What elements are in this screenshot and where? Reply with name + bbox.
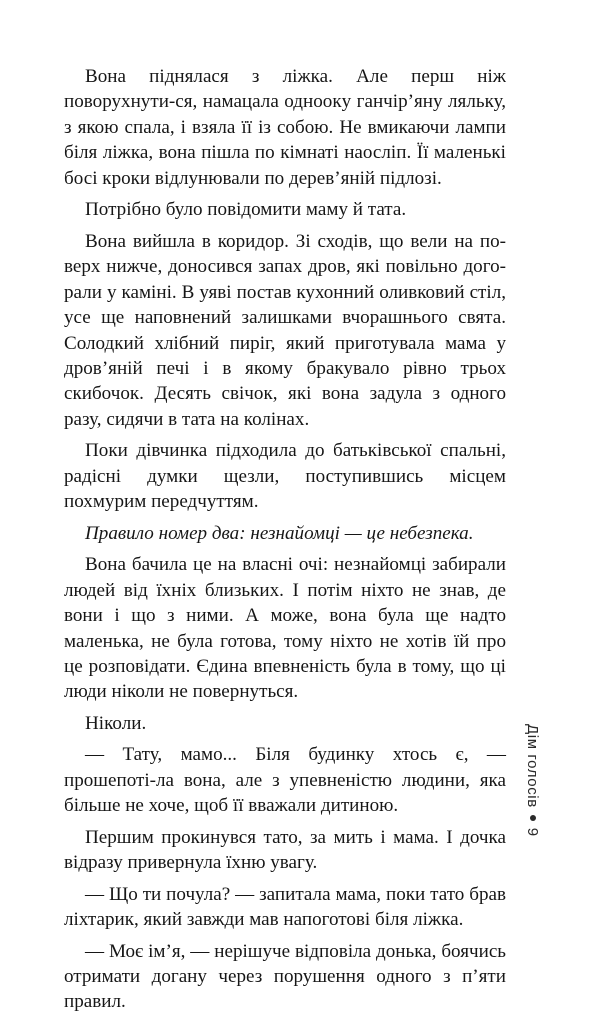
bullet-dot-icon	[530, 815, 536, 821]
book-title: Дім голосів	[524, 724, 542, 808]
paragraph-6: Вона бачила це на власні очі: незнайомці забирали людей від їхніх близьких. І потім ніхто не знав, де вони і що з ними. А може, вона була ще надто маленька, не була готова, тому ніхто не хотів їй про це розповідати. Єдина впевненість була в тому, що ці люди ніколи не повернуться.	[64, 554, 506, 703]
paragraph-1: Вона піднялася з ліжка. Але перш ніж поворухнути-ся, намацала одноокy ганчір’яну ляльку, з якою спала, і взяла її із собою. Не вмикаючи лампи біля ліжка, вона пішла по кімнаті наосліп. Її маленькі босі кроки відлунювали по дерев’яній підлозі.	[64, 66, 506, 189]
paragraph-3: Вона вийшла в коридор. Зі сходів, що вели на по-верх нижче, доносився запах дров, які повільно дого-рали у каміні. В уяві постав кухонний оливковий стіл, усе ще наповнений залишками вчорашнього свята. Солодкий хлібний пиріг, який приготувала мама у дров’яній печі і в якому бракувало рівно трьох скибочок. Десять свічок, які вона задула з одного разу, сидячи в тата на колінах.	[64, 230, 506, 430]
body-text	[64, 64, 506, 1015]
paragraph-10: — Що ти почула? — запитала мама, поки тато брав ліхтарик, який завжди мав напоготові біля ліжка.	[64, 883, 506, 931]
paragraph-2: Потрібно було повідомити маму й тата.	[85, 199, 407, 221]
paragraph-8: — Тату, мамо... Біля будинку хтось є, — прошепоті-ла вона, але з упевненістю людини, яка більше не хоче, щоб її вважали дитиною.	[64, 744, 506, 817]
paragraph-7: Ніколи.	[85, 712, 147, 734]
page-number: 9	[524, 827, 542, 837]
paragraph-rule: Правило номер два: незнайомці — це небезпека.	[85, 522, 474, 544]
running-footer-rotated	[521, 724, 545, 904]
running-footer	[521, 724, 545, 904]
paragraph-11: — Моє ім’я, — нерішуче відповіла донька, боячись отримати догану через порушення одного з п’яти правил.	[64, 940, 506, 1013]
paragraph-4: Поки дівчинка підходила до батьківської спальні, радісні думки щезли, поступившись місцем похмурим передчуттям.	[64, 440, 506, 513]
paragraph-9: Першим прокинувся тато, за мить і мама. І дочка відразу привернула їхню увагу.	[64, 826, 506, 874]
